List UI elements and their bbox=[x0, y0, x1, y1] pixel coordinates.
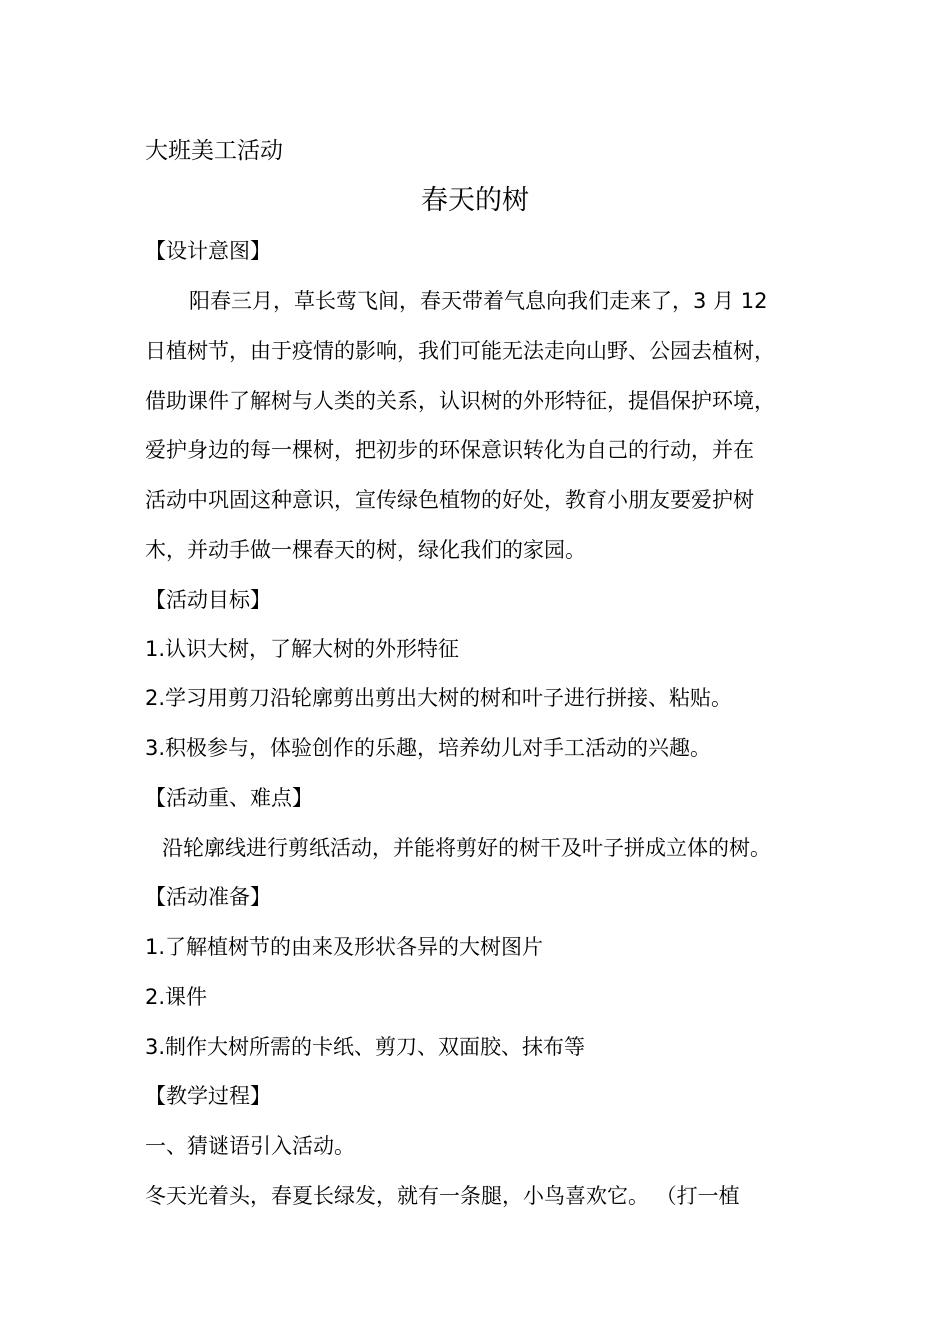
riddle-text: 冬天光着头，春夏长绿发，就有一条腿，小鸟喜欢它。 （打一植 bbox=[145, 1184, 740, 1208]
preparation-item: 2.课件 bbox=[145, 985, 208, 1009]
section-heading-preparation: 【活动准备】 bbox=[145, 885, 271, 909]
section-heading-design-intent: 【设计意图】 bbox=[145, 239, 271, 263]
section-heading-process: 【教学过程】 bbox=[145, 1084, 271, 1108]
paragraph-line: 爱护身边的每一棵树，把初步的环保意识转化为自己的行动，并在 bbox=[145, 438, 754, 462]
paragraph-line: 木，并动手做一棵春天的树，绿化我们的家园。 bbox=[145, 538, 586, 562]
key-points-text: 沿轮廓线进行剪纸活动，并能将剪好的树干及叶子拼成立体的树。 bbox=[162, 836, 771, 860]
paragraph-line: 阳春三月，草长莺飞间，春天带着气息向我们走来了，3 月 12 bbox=[189, 289, 768, 313]
paragraph-line: 日植树节，由于疫情的影响，我们可能无法走向山野、公园去植树， bbox=[145, 339, 775, 363]
preparation-item: 1.了解植树节的由来及形状各异的大树图片 bbox=[145, 935, 544, 959]
goal-item: 1.认识大树，了解大树的外形特征 bbox=[145, 637, 460, 661]
section-heading-goals: 【活动目标】 bbox=[145, 588, 271, 612]
activity-subject: 大班美工活动 bbox=[145, 138, 283, 164]
document-title: 春天的树 bbox=[421, 185, 529, 216]
goal-item: 2.学习用剪刀沿轮廓剪出剪出大树的树和叶子进行拼接、粘贴。 bbox=[145, 686, 733, 710]
paragraph-line: 活动中巩固这种意识，宣传绿色植物的好处，教育小朋友要爱护树 bbox=[145, 488, 754, 512]
paragraph-line: 借助课件了解树与人类的关系，认识树的外形特征，提倡保护环境， bbox=[145, 389, 775, 413]
process-step: 一、猜谜语引入活动。 bbox=[145, 1134, 355, 1158]
section-heading-key-points: 【活动重、难点】 bbox=[145, 786, 313, 810]
goal-item: 3.积极参与，体验创作的乐趣，培养幼儿对手工活动的兴趣。 bbox=[145, 736, 712, 760]
preparation-item: 3.制作大树所需的卡纸、剪刀、双面胶、抹布等 bbox=[145, 1035, 586, 1059]
